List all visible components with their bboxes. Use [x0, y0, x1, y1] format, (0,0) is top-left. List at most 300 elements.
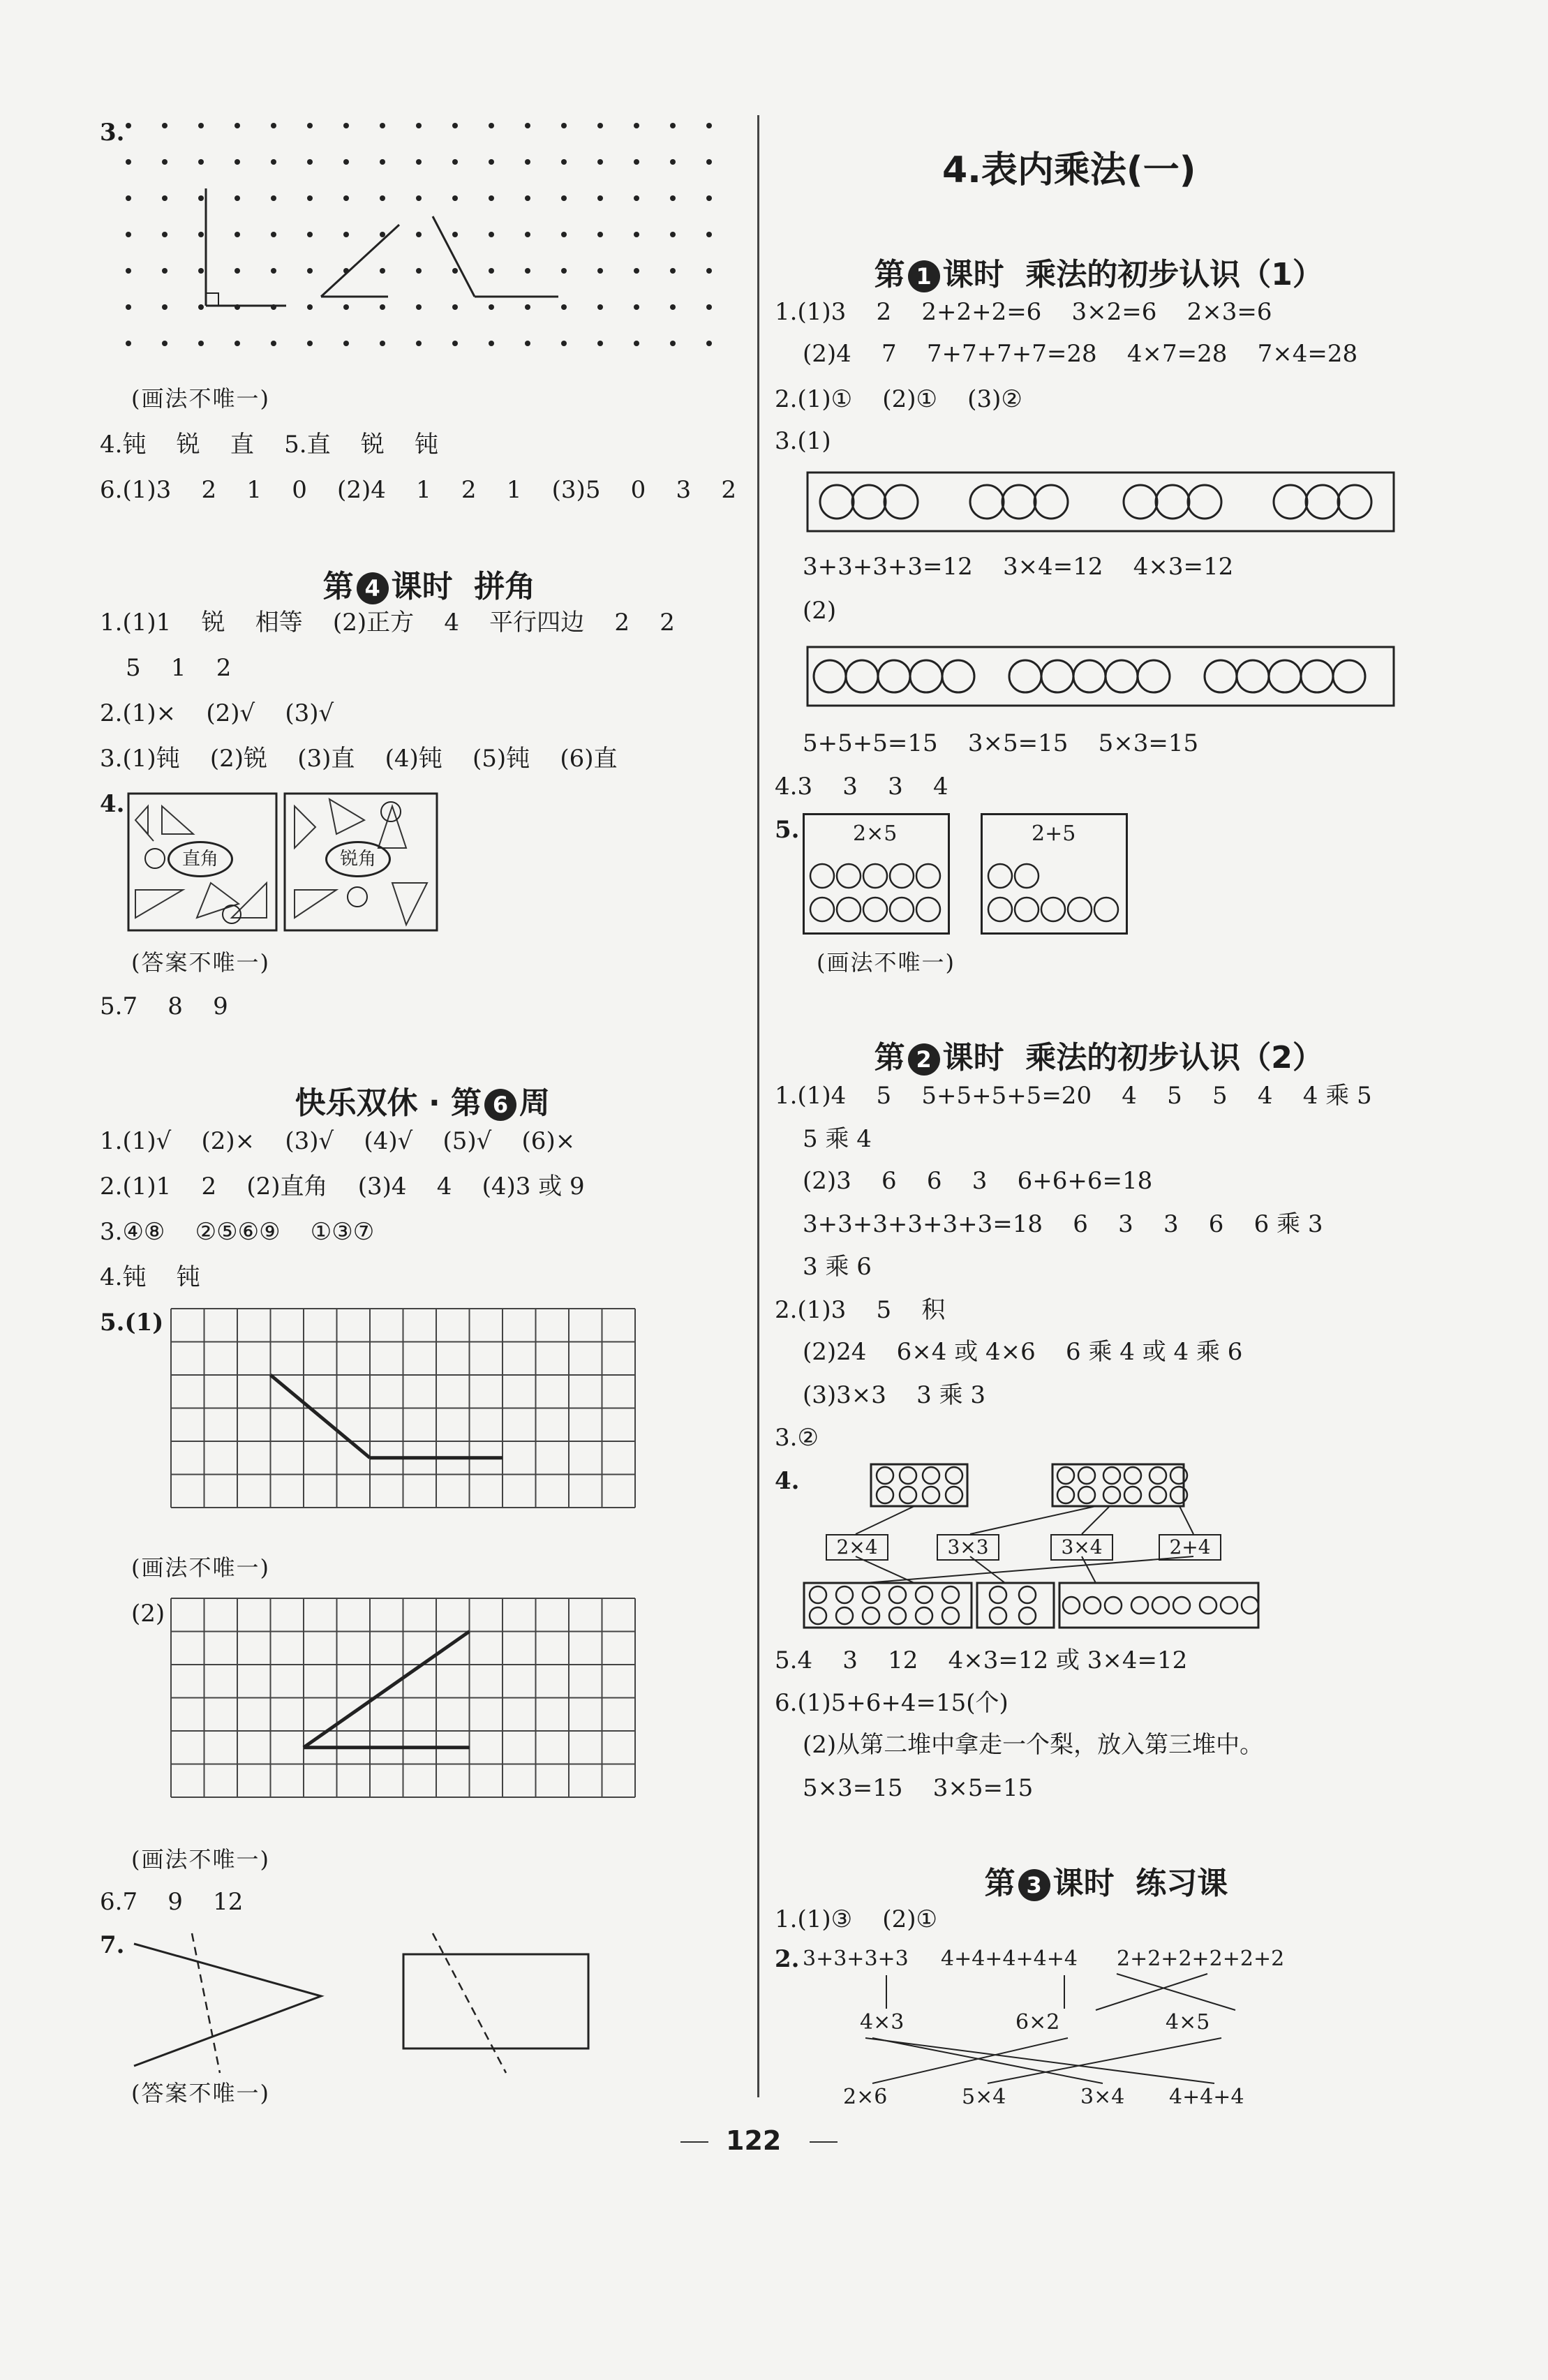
circle [1057, 1467, 1074, 1484]
grid-dot [561, 268, 567, 274]
circle [1009, 660, 1041, 692]
l2-q1a: 1.(1)4 5 5+5+5+5=20 4 5 5 4 4 乘 5 [775, 1082, 1372, 1110]
grid-dot [307, 232, 313, 237]
wk-q2: 2.(1)1 2 (2)直角 (3)4 4 (4)3 或 9 [100, 1173, 585, 1200]
l2-q6a: 6.(1)5+6+4=15(个) [775, 1689, 1009, 1717]
grid-dot [597, 159, 603, 165]
l2-q1d: 3+3+3+3+3+3=18 6 3 3 6 6 乘 3 [803, 1210, 1323, 1238]
l1-q5-label: 5. [775, 816, 800, 844]
q4-answer: 4.钝 锐 直 5.直 锐 钝 [100, 431, 439, 459]
grid-dot [452, 232, 458, 237]
grid-dot [271, 232, 276, 237]
grid-dot [162, 341, 168, 346]
grid-dot [597, 341, 603, 346]
grid-dot [307, 268, 313, 274]
l4-q4-note: (答案不唯一) [131, 949, 270, 976]
grid-dot [597, 268, 603, 274]
grid-dot [162, 195, 168, 201]
grid-dot [198, 123, 204, 128]
oval-right-angle: 直角 [168, 841, 233, 877]
l2-q1c: (2)3 6 6 3 6+6+6=18 [803, 1167, 1153, 1195]
grid-dot [126, 123, 131, 128]
circle [1138, 660, 1170, 692]
l2-q3: 3.② [775, 1424, 819, 1452]
l4-q2: 2.(1)× (2)√ (3)√ [100, 699, 334, 727]
grid-figure-2 [171, 1598, 639, 1822]
grid-dot [380, 268, 385, 274]
grid-dot [489, 123, 494, 128]
q2-mid-3: 4×5 [1166, 2010, 1210, 2035]
q2-matching-lines [803, 1968, 1291, 2094]
circle [810, 1607, 826, 1624]
circle [810, 1586, 826, 1603]
circle [1057, 1487, 1074, 1503]
q2-top-3: 2+2+2+2+2+2 [1117, 1947, 1285, 1971]
grid-dot [597, 304, 603, 310]
grid-dot [634, 195, 639, 201]
circle [1152, 1597, 1169, 1614]
circles-box-2 [806, 646, 1396, 708]
grid-dot [634, 232, 639, 237]
circle [810, 898, 834, 921]
circle [1124, 1467, 1141, 1484]
grid-dot [452, 123, 458, 128]
circle [837, 898, 861, 921]
page-dash-left [680, 2141, 708, 2143]
circle [884, 485, 918, 519]
circle [1103, 1487, 1120, 1503]
circle [923, 1487, 939, 1503]
grid-dot [235, 123, 240, 128]
wk-q3: 3.④⑧ ②⑤⑥⑨ ①③⑦ [100, 1218, 375, 1246]
circle [814, 660, 846, 692]
circle [837, 864, 861, 888]
circle [1338, 485, 1371, 519]
circle [1242, 1597, 1258, 1614]
grid-dot [307, 304, 313, 310]
circle-group-box [1059, 1583, 1258, 1628]
lesson4-heading: 第 4 课时 拼角 [322, 569, 536, 604]
grid-dot [380, 341, 385, 346]
grid-dot [271, 195, 276, 201]
circle [863, 1586, 879, 1603]
circle [1015, 898, 1039, 921]
circle [1221, 1597, 1237, 1614]
circle [890, 898, 914, 921]
grid-dot [634, 304, 639, 310]
grid-dot [670, 268, 676, 274]
grid-dot [706, 341, 712, 346]
q2-bot-3: 3×4 [1080, 2085, 1125, 2109]
circle [916, 1607, 932, 1624]
chapter-title: 4.表内乘法(一) [942, 149, 1196, 191]
grid-dot [380, 232, 385, 237]
circle [877, 1487, 893, 1503]
wk-q6: 6.7 9 12 [100, 1888, 244, 1916]
grid-dot [706, 268, 712, 274]
q2-mid-2: 6×2 [1015, 2010, 1060, 2035]
circle [1149, 1487, 1166, 1503]
circle [990, 1607, 1006, 1624]
grid-dot [380, 304, 385, 310]
circle [852, 485, 886, 519]
grid-dot [343, 159, 349, 165]
grid-dot [162, 159, 168, 165]
grid-dot [126, 304, 131, 310]
l2-q1b: 5 乘 4 [803, 1125, 872, 1153]
grid-dot [416, 232, 422, 237]
l3-q2-label: 2. [775, 1945, 800, 1973]
match-line [970, 1506, 1096, 1534]
circle [1156, 485, 1189, 519]
l4-q5: 5.7 8 9 [100, 992, 228, 1020]
grid-dot [271, 123, 276, 128]
wk-q5-label: 5.(1) [100, 1309, 164, 1337]
grid-dot [489, 341, 494, 346]
grid-figure-1 [171, 1309, 639, 1532]
circle [1131, 1597, 1148, 1614]
l2-q6c: 5×3=15 3×5=15 [803, 1774, 1034, 1802]
l1-q1b: (2)4 7 7+7+7+7=28 4×7=28 7×4=28 [803, 340, 1358, 368]
grid-dot [525, 304, 530, 310]
wk-q4: 4.钝 钝 [100, 1263, 200, 1291]
circle [863, 864, 887, 888]
q4-label-1: 2×4 [826, 1534, 888, 1561]
q2-bot-2: 5×4 [962, 2085, 1006, 2109]
grid-dot [271, 341, 276, 346]
q2-bot-1: 2×6 [843, 2085, 888, 2109]
circle [863, 1607, 879, 1624]
grid-dot [561, 232, 567, 237]
circle [878, 660, 910, 692]
grid-dot [597, 123, 603, 128]
q6-answer: 6.(1)3 2 1 0 (2)4 1 2 1 (3)5 0 3 2 [100, 476, 737, 504]
grid-dot [235, 159, 240, 165]
grid-dot [307, 159, 313, 165]
circle [1301, 660, 1333, 692]
q5-circles [803, 858, 1131, 928]
circle [1041, 898, 1065, 921]
lesson3-heading: 第 3 课时 练习课 [984, 1866, 1228, 1901]
circle [1002, 485, 1036, 519]
grid-dot [343, 232, 349, 237]
circle [1015, 864, 1039, 888]
grid-dot [162, 268, 168, 274]
grid-dot [198, 195, 204, 201]
grid-dot [235, 268, 240, 274]
circle [942, 1586, 959, 1603]
circle [916, 864, 940, 888]
circle [1105, 1597, 1122, 1614]
grid-dot [162, 123, 168, 128]
circle [1188, 485, 1221, 519]
grid-dot [198, 232, 204, 237]
grid-dot [416, 159, 422, 165]
q2-top-2: 4+4+4+4+4 [941, 1947, 1078, 1971]
grid-dot [126, 195, 131, 201]
circle [1073, 660, 1106, 692]
grid-dot [525, 341, 530, 346]
grid-dot [126, 268, 131, 274]
grid-dot [126, 159, 131, 165]
circle [1269, 660, 1301, 692]
circle [946, 1467, 962, 1484]
l1-q3-eq1: 3+3+3+3=12 3×4=12 4×3=12 [803, 553, 1234, 581]
grid-dot [126, 232, 131, 237]
grid-dot [343, 304, 349, 310]
q5-box-mult-label: 2×5 [853, 821, 898, 846]
l1-q3: 3.(1) [775, 427, 831, 455]
q5-box-add-label: 2+5 [1032, 821, 1076, 846]
circle [836, 1607, 853, 1624]
q2-bot-4: 4+4+4 [1169, 2085, 1244, 2109]
page-number: 122 [726, 2125, 782, 2156]
grid-dot [670, 195, 676, 201]
circle [846, 660, 878, 692]
grid-dot [307, 195, 313, 201]
grid-dot [162, 232, 168, 237]
grid-dot [452, 341, 458, 346]
circle [1084, 1597, 1101, 1614]
l1-q4: 4.3 3 3 4 [775, 773, 948, 801]
grid-dot [670, 123, 676, 128]
grid-dot [706, 123, 712, 128]
grid-dot [670, 159, 676, 165]
grid-dot [271, 159, 276, 165]
grid-dot [162, 304, 168, 310]
grid-dot [489, 195, 494, 201]
grid-dot [198, 159, 204, 165]
q3-note: (画法不唯一) [131, 385, 270, 412]
grid-dot [706, 304, 712, 310]
grid-dot [670, 341, 676, 346]
grid-dot [561, 159, 567, 165]
grid-dot [489, 232, 494, 237]
circle [970, 485, 1004, 519]
q4-label-3: 3×4 [1050, 1534, 1113, 1561]
match-line [1179, 1506, 1193, 1534]
grid-dot [452, 304, 458, 310]
grid-dot [307, 341, 313, 346]
circle [916, 898, 940, 921]
circle [889, 1607, 906, 1624]
wk-q1: 1.(1)√ (2)× (3)√ (4)√ (5)√ (6)× [100, 1127, 576, 1155]
wk-q5-label2: (2) [131, 1600, 165, 1628]
circle [910, 660, 942, 692]
l1-q2: 2.(1)① (2)① (3)② [775, 385, 1022, 413]
page-dash-right [810, 2141, 838, 2143]
grid-dot [706, 159, 712, 165]
circle [1306, 485, 1339, 519]
grid-dot [597, 195, 603, 201]
grid-dot [489, 159, 494, 165]
grid-dot [525, 123, 530, 128]
q4-label-2: 3×3 [937, 1534, 999, 1561]
grid-dot [416, 268, 422, 274]
drawn-line [433, 216, 475, 297]
grid-dot [706, 232, 712, 237]
grid-dot [489, 268, 494, 274]
grid-dot [126, 341, 131, 346]
l4-q4-label: 4. [100, 790, 125, 818]
grid-dot [235, 232, 240, 237]
match-line [1082, 1506, 1110, 1534]
circle [1237, 660, 1269, 692]
circle [946, 1487, 962, 1503]
circle-group-box [871, 1464, 967, 1506]
circle [1041, 660, 1073, 692]
grid-dot [307, 123, 313, 128]
l2-q1e: 3 乘 6 [803, 1253, 872, 1281]
grid-dot [634, 341, 639, 346]
circle [1106, 660, 1138, 692]
grid-dot [525, 159, 530, 165]
circle [900, 1467, 916, 1484]
grid-dot [525, 232, 530, 237]
wk-q5-note2: (画法不唯一) [131, 1846, 270, 1873]
grid-dot [198, 268, 204, 274]
wk-q7-label: 7. [100, 1931, 125, 1959]
dot-grid-figure [119, 119, 761, 377]
drawn-line [321, 225, 399, 297]
circle [990, 1586, 1006, 1603]
l2-q5: 5.4 3 12 4×3=12 或 3×4=12 [775, 1646, 1188, 1674]
l4-q1b: 5 1 2 [126, 654, 232, 682]
circle [1200, 1597, 1216, 1614]
grid-dot [670, 232, 676, 237]
grid-dot [561, 341, 567, 346]
grid-dot [416, 341, 422, 346]
grid-dot [452, 268, 458, 274]
column-divider [757, 115, 759, 2097]
l2-q2a: 2.(1)3 5 积 [775, 1296, 946, 1324]
box-outline [808, 647, 1394, 706]
circle [1078, 1487, 1095, 1503]
l2-q6b: (2)从第二堆中拿走一个梨，放入第三堆中。 [803, 1731, 1264, 1759]
circle [942, 660, 974, 692]
circle [1333, 660, 1365, 692]
lesson1-heading: 第 1 课时 乘法的初步认识（1） [874, 257, 1323, 292]
l1-q3-eq2: 5+5+5=15 3×5=15 5×3=15 [803, 729, 1199, 757]
circle [900, 1487, 916, 1503]
circle [890, 864, 914, 888]
circle [1173, 1597, 1190, 1614]
circle [1103, 1467, 1120, 1484]
lesson2-heading: 第 2 课时 乘法的初步认识（2） [874, 1040, 1323, 1076]
q2-top-1: 3+3+3+3 [803, 1947, 909, 1971]
grid-dot [198, 304, 204, 310]
grid-dot [525, 268, 530, 274]
grid-dot [380, 123, 385, 128]
grid-dot [452, 195, 458, 201]
grid-dot [634, 159, 639, 165]
grid-dot [380, 195, 385, 201]
grid-dot [343, 123, 349, 128]
match-line [856, 1506, 914, 1534]
drawn-line [304, 1632, 470, 1748]
circle [810, 864, 834, 888]
circle [1149, 1467, 1166, 1484]
grid-dot [416, 304, 422, 310]
circle [1274, 485, 1307, 519]
l2-q2b: (2)24 6×4 或 4×6 6 乘 4 或 4 乘 6 [803, 1338, 1243, 1366]
q2-mid-1: 4×3 [860, 2010, 905, 2035]
wk-q5-note1: (画法不唯一) [131, 1554, 270, 1581]
right-angle-mark [206, 293, 218, 306]
circle [1019, 1586, 1036, 1603]
circle [988, 864, 1012, 888]
wk-q7-note: (答案不唯一) [131, 2080, 270, 2106]
grid-dot [235, 195, 240, 201]
circle [923, 1467, 939, 1484]
circle [877, 1467, 893, 1484]
circle [1094, 898, 1118, 921]
grid-dot [597, 232, 603, 237]
circle-group-box [804, 1583, 972, 1628]
q4-label-4: 2+4 [1159, 1534, 1221, 1561]
circle [1019, 1607, 1036, 1624]
grid-dot [561, 123, 567, 128]
grid-dot [634, 123, 639, 128]
circle [836, 1586, 853, 1603]
circle [1124, 485, 1157, 519]
l2-q4-label: 4. [775, 1467, 800, 1495]
l4-q1a: 1.(1)1 锐 相等 (2)正方 4 平行四边 2 2 [100, 609, 675, 637]
circle [1068, 898, 1092, 921]
grid-dot [271, 268, 276, 274]
q7-figure [126, 1926, 600, 2094]
grid-dot [561, 195, 567, 201]
circle [1078, 1467, 1095, 1484]
circle-group-box [977, 1583, 1054, 1628]
circle [1034, 485, 1068, 519]
circle [1124, 1487, 1141, 1503]
grid-dot [670, 304, 676, 310]
grid-dot [343, 195, 349, 201]
circle [889, 1586, 906, 1603]
circle [863, 898, 887, 921]
circles-box-1 [806, 471, 1396, 534]
q3-label: 3. [100, 119, 125, 147]
l1-q1a: 1.(1)3 2 2+2+2=6 3×2=6 2×3=6 [775, 298, 1272, 326]
circle [942, 1607, 959, 1624]
circle [916, 1586, 932, 1603]
l1-q3-2: (2) [803, 597, 837, 625]
circle [820, 485, 854, 519]
l2-q2c: (3)3×3 3 乘 3 [803, 1381, 986, 1409]
grid-dot [706, 195, 712, 201]
weekend-heading: 快乐双休 · 第 6 周 [295, 1085, 550, 1121]
circle [1063, 1597, 1080, 1614]
grid-dot [634, 268, 639, 274]
grid-dot [235, 341, 240, 346]
grid-dot [416, 195, 422, 201]
circle [1205, 660, 1237, 692]
l4-q3: 3.(1)钝 (2)锐 (3)直 (4)钝 (5)钝 (6)直 [100, 745, 618, 773]
grid-dot [380, 159, 385, 165]
grid-dot [416, 123, 422, 128]
grid-dot [561, 304, 567, 310]
l1-q5-note: (画法不唯一) [817, 949, 955, 976]
circle [988, 898, 1012, 921]
match-line [865, 1556, 1193, 1583]
oval-acute-angle: 锐角 [325, 841, 391, 877]
grid-dot [489, 304, 494, 310]
l3-q1: 1.(1)③ (2)① [775, 1905, 937, 1933]
grid-dot [525, 195, 530, 201]
grid-dot [452, 159, 458, 165]
grid-dot [343, 341, 349, 346]
